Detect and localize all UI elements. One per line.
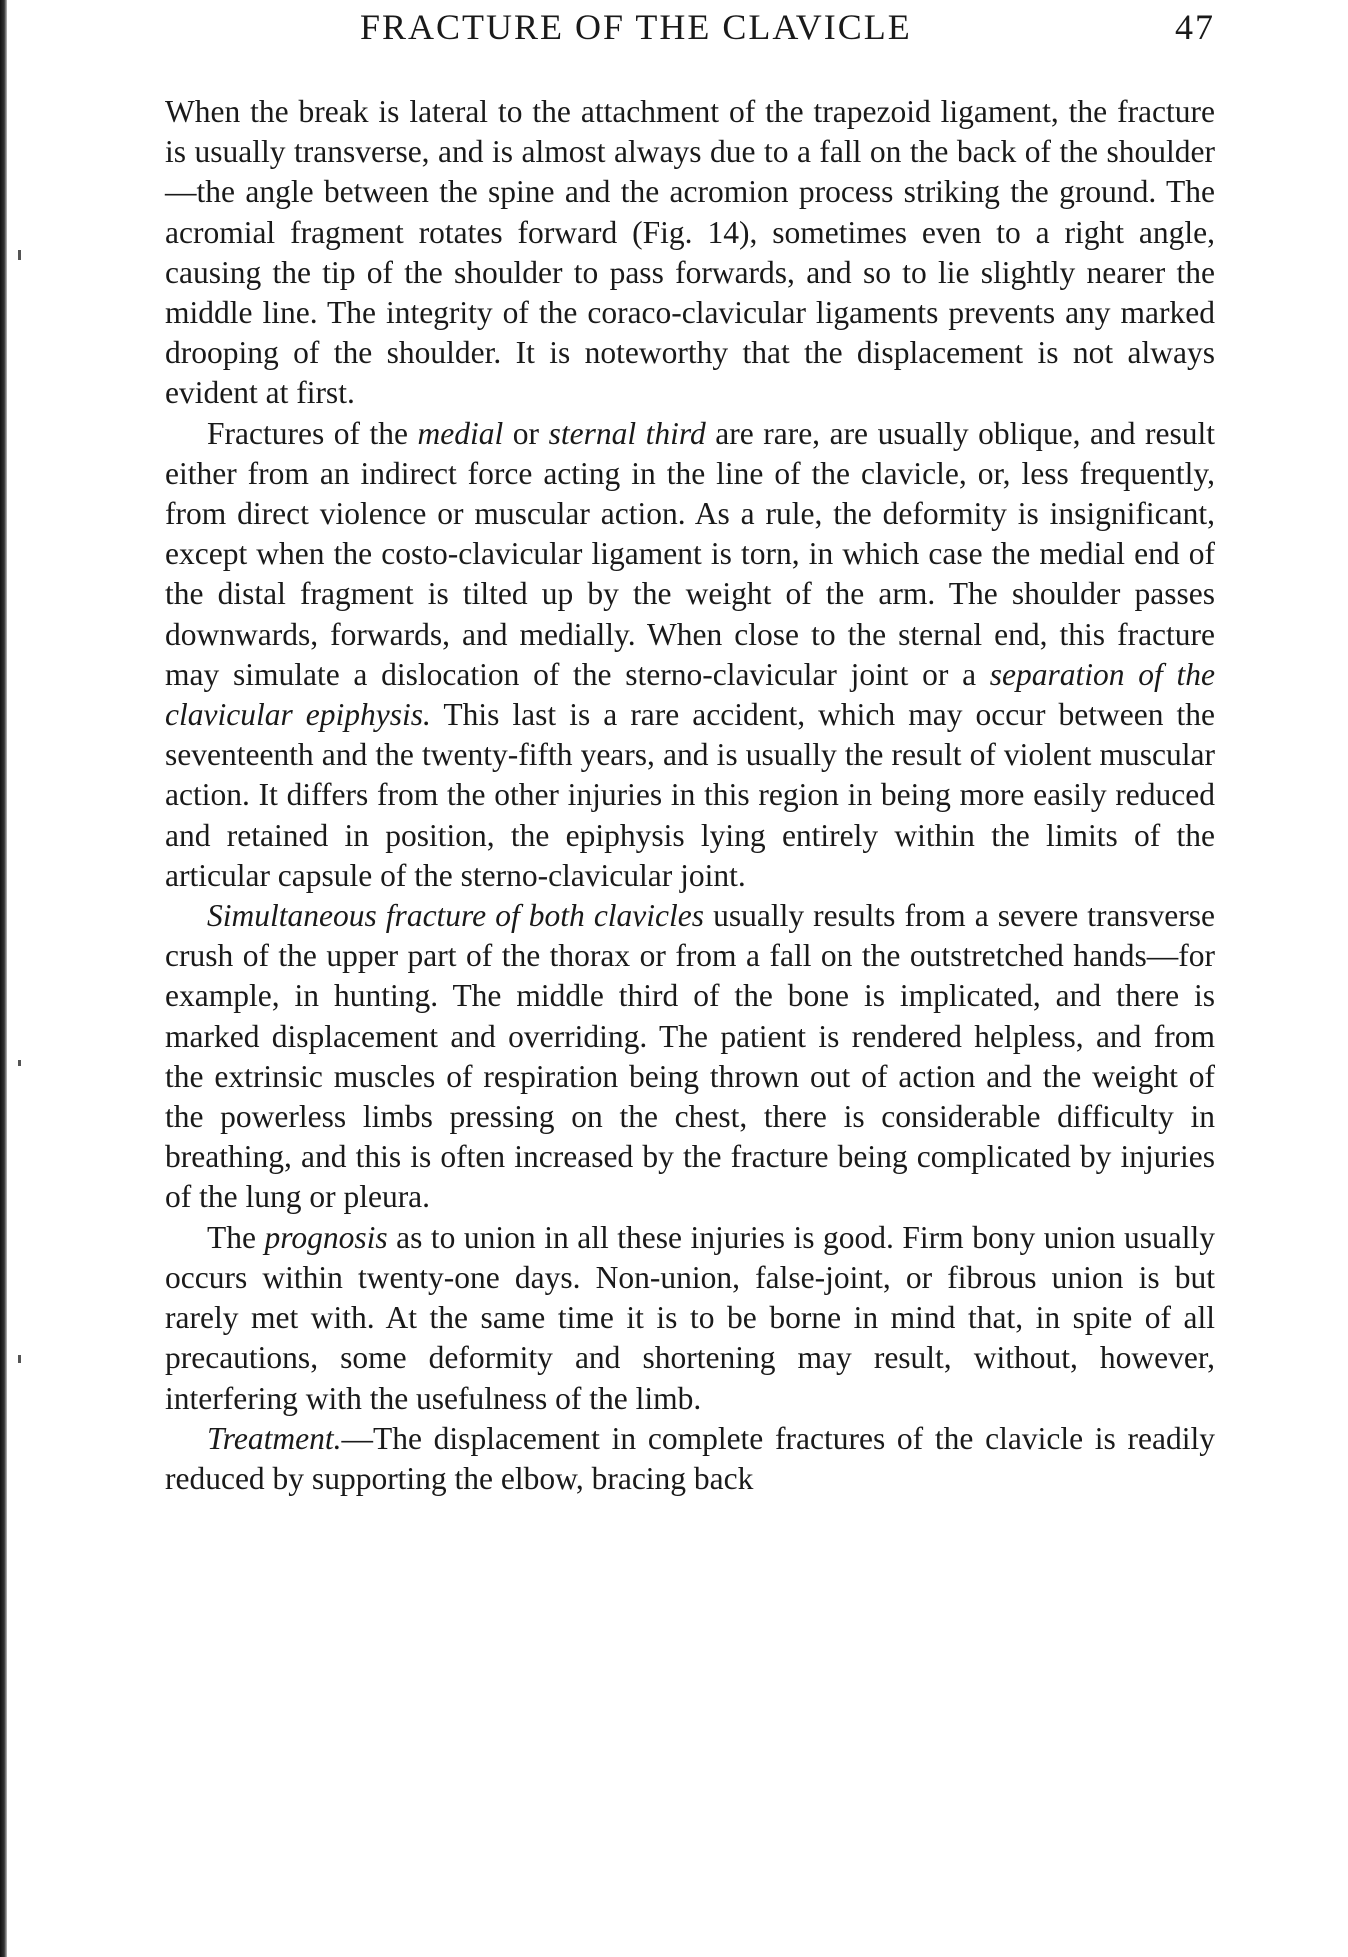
paragraph	[165, 92, 1215, 414]
text-run: or	[503, 415, 549, 451]
page-number: 47	[1175, 7, 1215, 47]
margin-speck	[18, 1060, 21, 1066]
text-run: Fractures of the	[207, 415, 418, 451]
paragraph	[165, 414, 1215, 896]
body-text	[165, 92, 1215, 1499]
italic-phrase: Simultaneous fracture of both clavicles	[207, 898, 705, 934]
italic-phrase: prognosis	[264, 1219, 388, 1255]
text-run: are rare, are usually oblique, and result either from an indirect force acting in the line of the clavicle, or, less frequently, from direct violence or muscular action. As a rule, the deformity is insignificant, except when the costo-clavicular ligament is torn, in which case the medial end of the distal fragment is tilted up by the weight of the arm. The shoulder passes downwards, forwards, and medially. When close to the sternal end, this fracture may simulate a dislocation of the sterno-clavicular joint or a	[165, 415, 1215, 692]
running-head-title: FRACTURE OF THE CLAVICLE	[360, 7, 912, 47]
text-run: —The displacement in complete fractures of the clavicle is readily reduced by supporting the elbow, bracing back	[165, 1420, 1215, 1496]
margin-speck	[18, 1355, 21, 1363]
text-run: When the break is lateral to the attachment of the trapezoid ligament, the fracture is usually transverse, and is almost always due to a fall on the back of the shoulder—the angle between the spine and the acromion process striking the ground. The acromial fragment rotates forward (Fig. 14), sometimes even to a right angle, causing the tip of the shoulder to pass forwards, and so to lie slightly nearer the middle line. The integrity of the coraco-clavicular ligaments prevents any marked drooping of the shoulder. It is noteworthy that the displacement is not always evident at first.	[165, 94, 1215, 411]
text-run: This last is a rare accident, which may occur between the seventeenth and the twenty-fifth years, and is usually the result of violent muscular action. It differs from the other injuries in this region in being more easily reduced and retained in position, the epiphysis lying entirely within the limits of the articular capsule of the sterno-clavicular joint.	[165, 697, 1215, 893]
paragraph	[165, 1218, 1215, 1419]
text-run: usually results from a severe transverse crush of the upper part of the thorax or from a fall on the outstretched hands—for example, in hunting. The middle third of the bone is implicated, and there is marked displacement and overriding. The patient is rendered helpless, and from the extrinsic muscles of respiration being thrown out of action and the weight of the powerless limbs pressing on the chest, there is considerable difficulty in breathing, and this is often increased by the fracture being complicated by injuries of the lung or pleura.	[165, 898, 1215, 1215]
page-binding-edge	[0, 0, 7, 1957]
italic-phrase: sternal third	[548, 415, 706, 451]
italic-phrase: Treatment.	[207, 1420, 342, 1456]
italic-phrase: medial	[417, 415, 504, 451]
paragraph	[165, 1419, 1215, 1499]
paragraph	[165, 896, 1215, 1218]
margin-speck	[18, 250, 21, 260]
text-run: The	[207, 1219, 265, 1255]
italic-phrase: separation of the clavicular epiphysis.	[165, 656, 1215, 733]
text-run: as to union in all these injuries is good. Firm bony union usually occurs within twenty-one days. Non-union, false-joint, or fibrous union is but rarely met with. At the same time it is to be borne in mind that, in spite of all precautions, some deformity and shortening may result, without, however, interfering with the usefulness of the limb.	[165, 1219, 1215, 1416]
running-head	[165, 6, 1215, 50]
